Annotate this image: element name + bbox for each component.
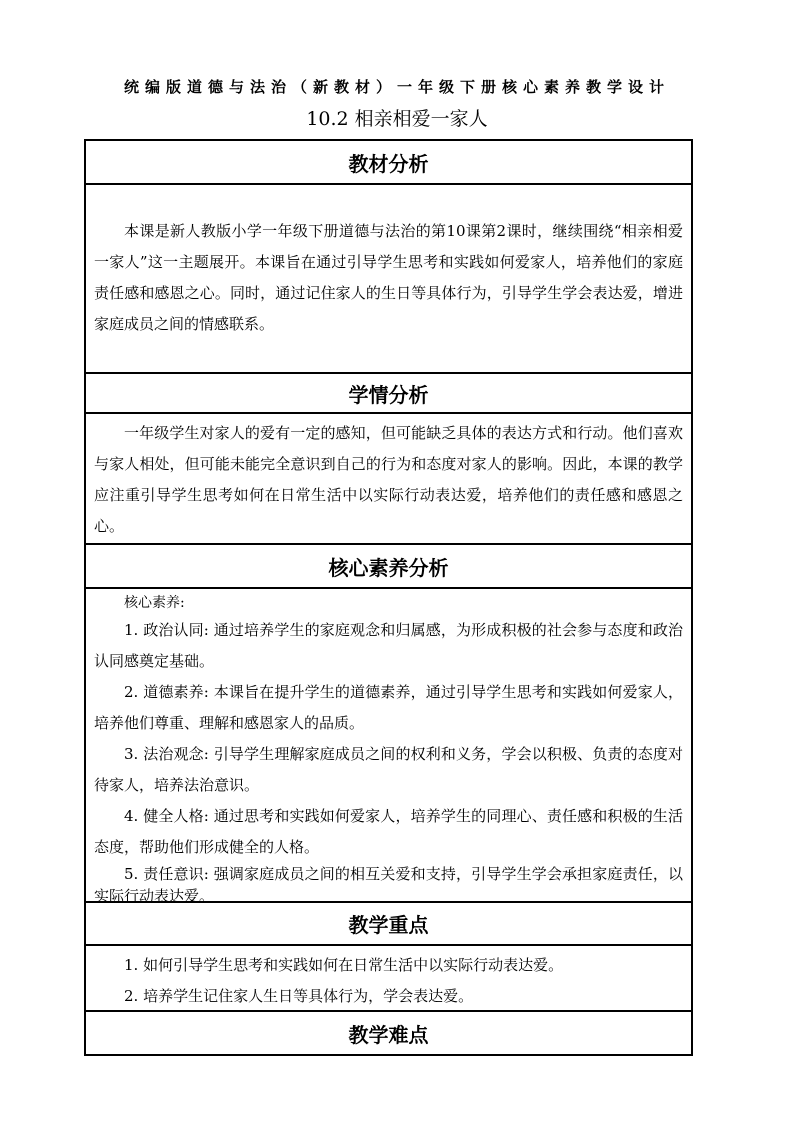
- competency-intro: 核心素养:: [124, 595, 185, 611]
- material-heading: 教材分析: [86, 141, 691, 185]
- competency-item: 1. 政治认同: 通过培养学生的家庭观念和归属感，为形成积极的社会参与态度和政治认同感奠定基础。: [94, 621, 683, 670]
- learner-heading: 学情分析: [86, 374, 691, 414]
- competency-item: 5. 责任意识: 强调家庭成员之间的相互关爱和支持，引导学生学会承担家庭责任，以实际行动表达爱。: [94, 865, 683, 905]
- difficulty-heading: 教学难点: [86, 1012, 691, 1056]
- focus-item: 2. 培养学生记住家人生日等具体行为，学会表达爱。: [124, 987, 474, 1005]
- material-text: 本课是新人教版小学一年级下册道德与法治的第10课第2课时，继续围绕“相亲相爱一家人”这一主题展开。本课旨在通过引导学生思考和实践如何爱家人，培养他们的家庭责任感和感恩之心。同时，通过记住家人的生日等具体行为，引导学生学会表达爱，增进家庭成员之间的情感联系。: [94, 222, 683, 333]
- learner-text: 一年级学生对家人的爱有一定的感知，但可能缺乏具体的表达方式和行动。他们喜欢与家人相处，但可能未能完全意识到自己的行为和态度对家人的影响。因此，本课的教学应注重引导学生思考如何在日常生活中以实际行动表达爱，培养他们的责任感和感恩之心。: [94, 424, 683, 535]
- lesson-title: 10.2 相亲相爱一家人: [306, 108, 488, 130]
- competency-body: [86, 589, 691, 903]
- lesson-plan-table: [84, 139, 693, 1056]
- focus-heading: 教学重点: [86, 903, 691, 946]
- focus-body: [86, 946, 691, 1012]
- material-body: [86, 185, 691, 374]
- series-title: 统编版道德与法治（新教材）一年级下册核心素养教学设计: [123, 78, 670, 96]
- competency-item: 2. 道德素养: 本课旨在提升学生的道德素养，通过引导学生思考和实践如何爱家人，培养他们尊重、理解和感恩家人的品质。: [94, 683, 683, 732]
- competency-item: 3. 法治观念: 引导学生理解家庭成员之间的权利和义务，学会以积极、负责的态度对待家人，培养法治意识。: [94, 745, 683, 794]
- focus-item: 1. 如何引导学生思考和实践如何在日常生活中以实际行动表达爱。: [124, 956, 564, 974]
- learner-body: [86, 414, 691, 545]
- competency-item: 4. 健全人格: 通过思考和实践如何爱家人，培养学生的同理心、责任感和积极的生活态度，帮助他们形成健全的人格。: [94, 807, 683, 856]
- competency-heading: 核心素养分析: [86, 545, 691, 589]
